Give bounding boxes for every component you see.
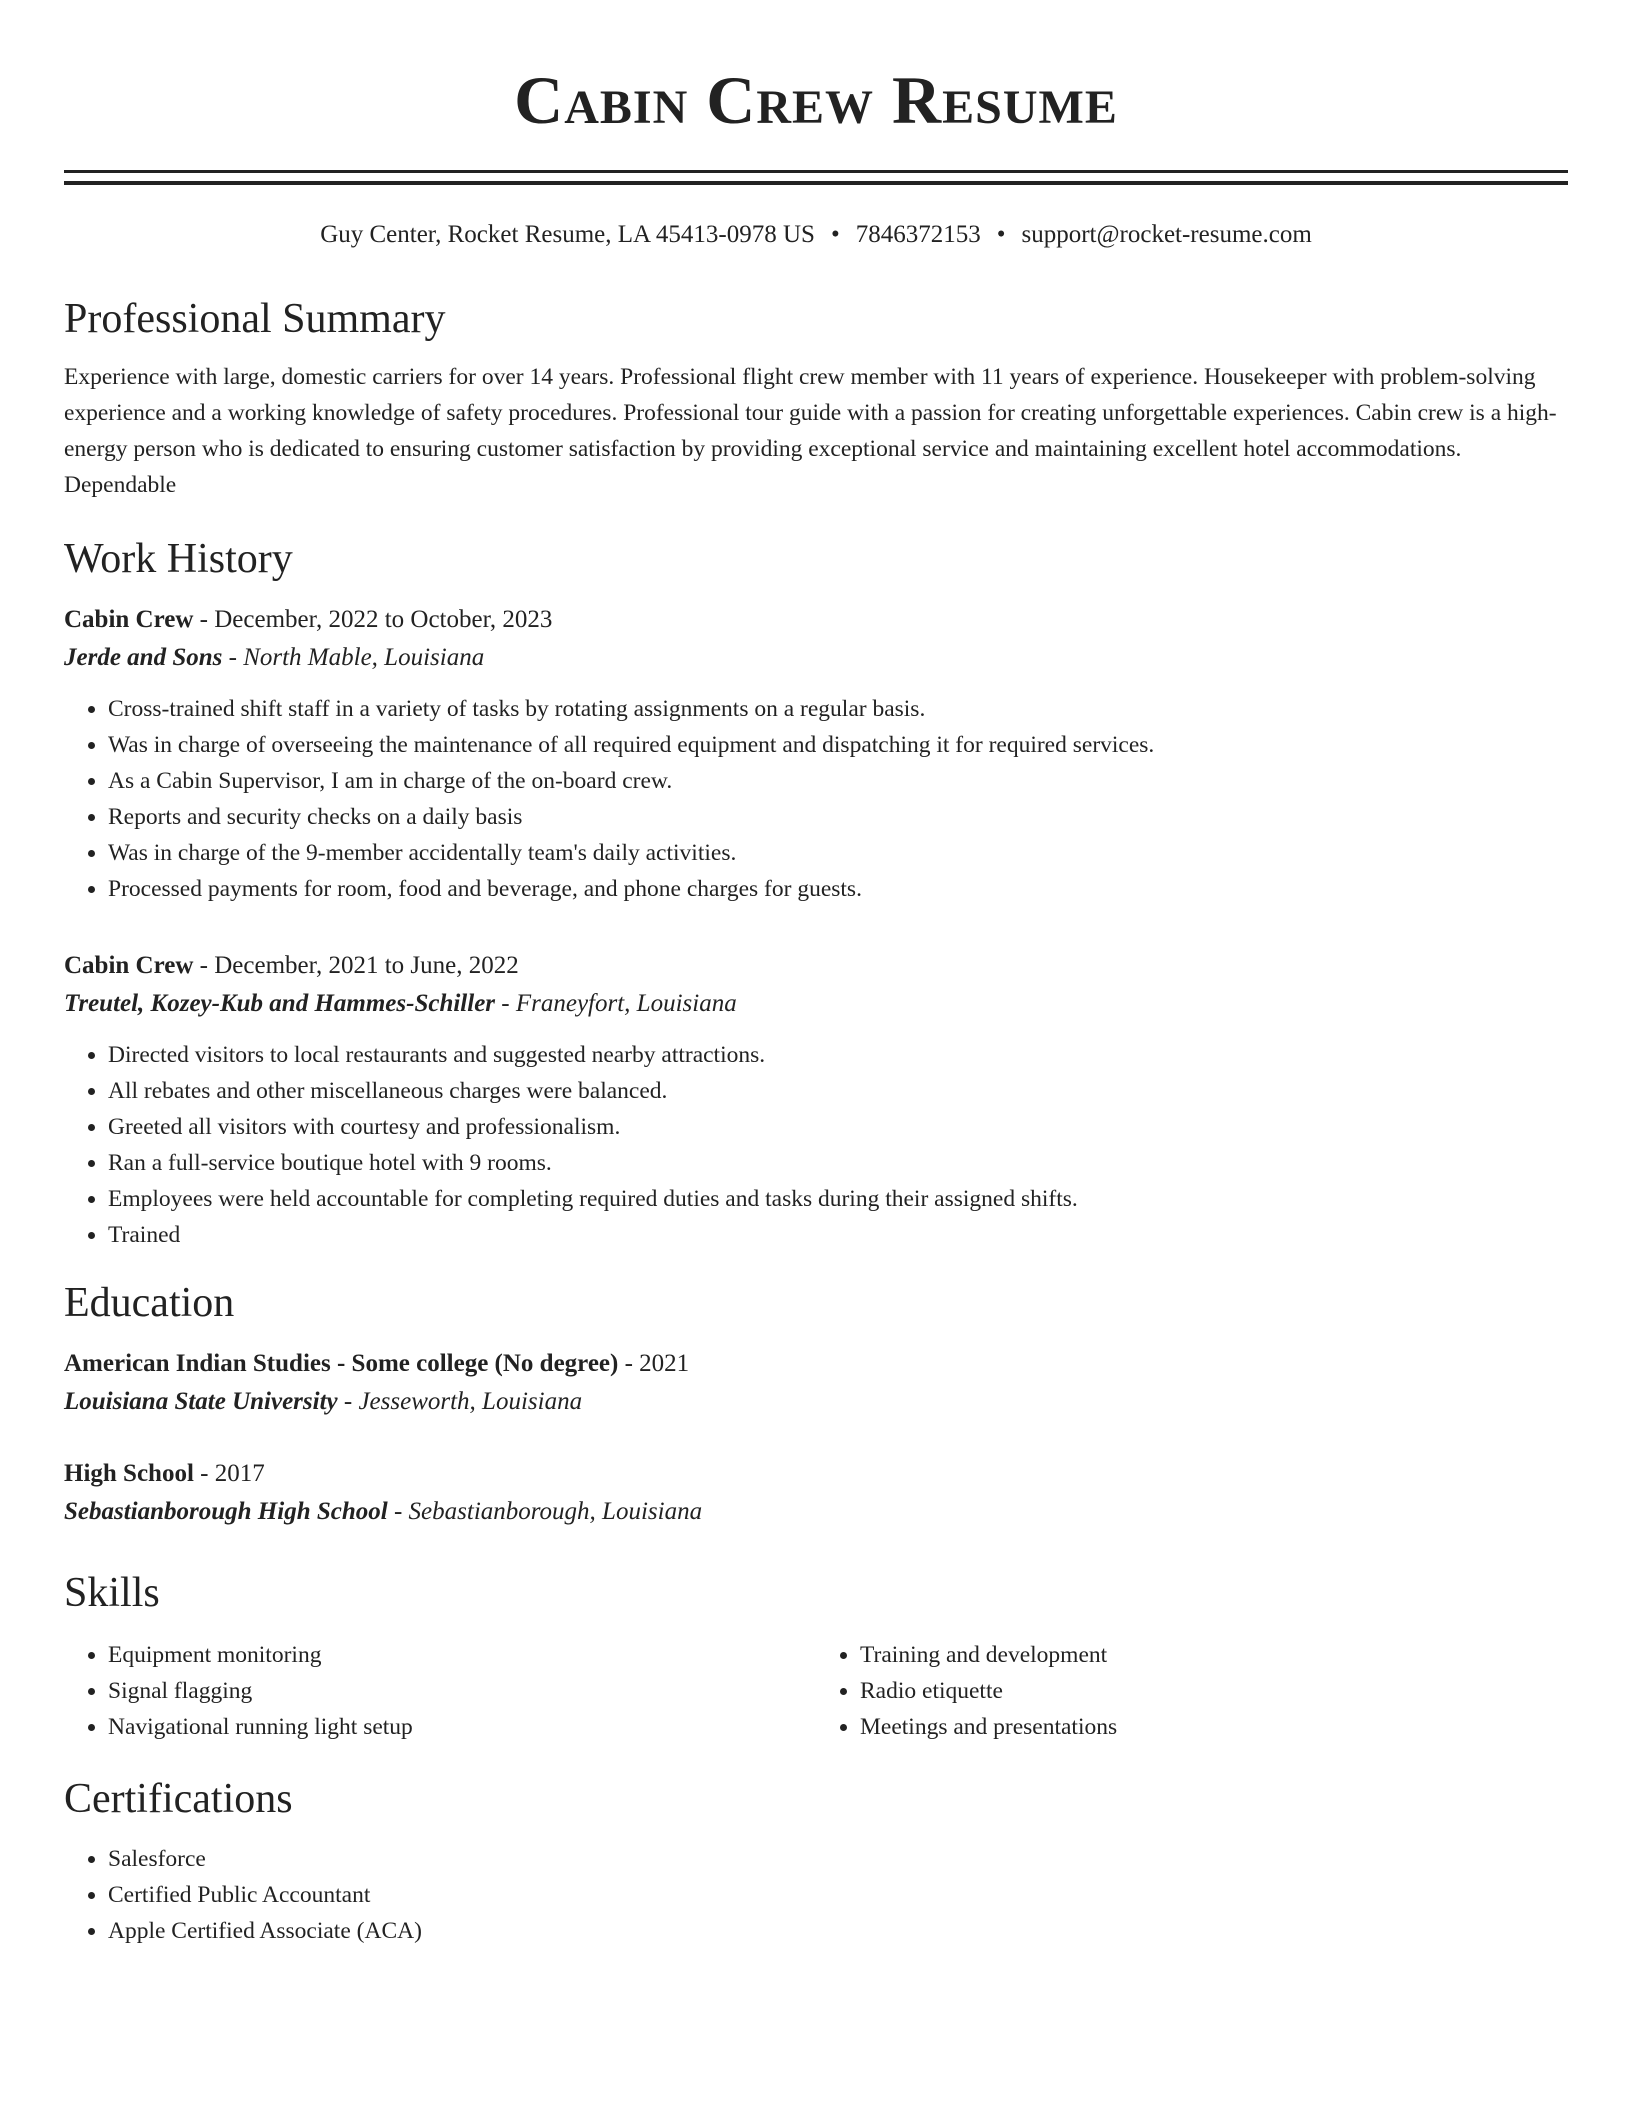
title-double-rule <box>64 170 1568 185</box>
job-title: Cabin Crew <box>64 606 194 633</box>
job-dates: - December, 2021 to June, 2022 <box>193 952 519 979</box>
job-entry <box>64 601 1568 907</box>
skills-list-left <box>64 1637 816 1745</box>
job-duty: • Was in charge of overseeing the maintenance of all required equipment and dispatching it for required services. <box>108 727 1568 763</box>
job-duty: • Processed payments for room, food and beverage, and phone charges for guests. <box>108 871 1568 907</box>
job-entry <box>64 947 1568 1253</box>
skills-columns <box>64 1637 1568 1745</box>
job-title: Cabin Crew <box>64 952 194 979</box>
education-year: - 2021 <box>618 1350 690 1377</box>
certifications-list <box>64 1841 1568 1949</box>
education-heading: Education <box>64 1280 235 1326</box>
job-duty: • Trained <box>108 1217 1568 1253</box>
job-duty: • Employees were held accountable for completing required duties and tasks during their assigned shifts. <box>108 1181 1568 1217</box>
job-duty: • As a Cabin Supervisor, I am in charge of the on-board crew. <box>108 763 1568 799</box>
job-company-line <box>64 639 1568 677</box>
education-degree: High School <box>64 1460 194 1487</box>
job-duty: • Greeted all visitors with courtesy and professionalism. <box>108 1109 1568 1145</box>
job-company: Jerde and Sons <box>64 644 223 671</box>
job-duty: • Directed visitors to local restaurants and suggested nearby attractions. <box>108 1037 1568 1073</box>
job-duties-list <box>64 691 1568 907</box>
education-school-line <box>64 1383 1568 1421</box>
skill-item: • Meetings and presentations <box>860 1709 1568 1745</box>
contact-phone: 7846372153 <box>855 221 981 248</box>
job-company: Treutel, Kozey-Kub and Hammes-Schiller <box>64 990 496 1017</box>
education-entry <box>64 1455 1568 1531</box>
education-degree-line <box>64 1345 1568 1383</box>
education-school: Louisiana State University <box>64 1388 338 1415</box>
skills-heading: Skills <box>64 1570 160 1616</box>
certification-item: • Certified Public Accountant <box>108 1877 1568 1913</box>
contact-line <box>64 219 1568 251</box>
education-section <box>64 1275 1568 1531</box>
job-duty: • All rebates and other miscellaneous charges were balanced. <box>108 1073 1568 1109</box>
education-entry <box>64 1345 1568 1421</box>
education-location: - Jesseworth, Louisiana <box>337 1388 583 1415</box>
contact-separator: • <box>996 221 1006 248</box>
summary-text: Experience with large, domestic carriers for over 14 years. Professional flight crew member with 11 years of experience. Housekeeper with problem-solving experience and a working knowledge of safety procedures. Professional tour guide with a passion for creating unforgettable experiences. Cabin crew is a high-energy person who is dedicated to ensuring customer satisfaction by providing exceptional service and maintaining excellent hotel accommodations. Dependable <box>64 364 1557 498</box>
certification-item: • Salesforce <box>108 1841 1568 1877</box>
job-duty: • Ran a full-service boutique hotel with 9 rooms. <box>108 1145 1568 1181</box>
education-school: Sebastianborough High School <box>64 1498 388 1525</box>
certification-item: • Apple Certified Associate (ACA) <box>108 1913 1568 1949</box>
skill-item: • Equipment monitoring <box>108 1637 816 1673</box>
skill-item: • Navigational running light setup <box>108 1709 816 1745</box>
education-year: - 2017 <box>193 1460 265 1487</box>
job-location: - North Mable, Louisiana <box>222 644 485 671</box>
job-title-line <box>64 947 1568 985</box>
summary-heading: Professional Summary <box>64 296 446 342</box>
job-duty: • Was in charge of the 9-member accidentally team's daily activities. <box>108 835 1568 871</box>
skill-item: • Radio etiquette <box>860 1673 1568 1709</box>
job-duties-list <box>64 1037 1568 1253</box>
work-history-section <box>64 531 1568 1253</box>
job-duty: • Cross-trained shift staff in a variety of tasks by rotating assignments on a regular basis. <box>108 691 1568 727</box>
contact-address: Guy Center, Rocket Resume, LA 45413-0978 US <box>320 221 815 248</box>
education-location: - Sebastianborough, Louisiana <box>387 1498 703 1525</box>
job-dates: - December, 2022 to October, 2023 <box>193 606 553 633</box>
skills-section <box>64 1565 1568 1745</box>
skill-item: • Training and development <box>860 1637 1568 1673</box>
certifications-section <box>64 1771 1568 1949</box>
summary-section <box>64 291 1568 503</box>
job-company-line <box>64 985 1568 1023</box>
education-degree: American Indian Studies - Some college (No degree) <box>64 1350 619 1377</box>
skills-list-right <box>816 1637 1568 1745</box>
resume-title: Cabin Crew Resume <box>514 62 1118 138</box>
contact-email: support@rocket-resume.com <box>1021 221 1312 248</box>
contact-separator: • <box>830 221 840 248</box>
education-school-line <box>64 1493 1568 1531</box>
job-duty: • Reports and security checks on a daily basis <box>108 799 1568 835</box>
education-degree-line <box>64 1455 1568 1493</box>
job-title-line <box>64 601 1568 639</box>
work-history-heading: Work History <box>64 536 293 582</box>
certifications-heading: Certifications <box>64 1776 293 1822</box>
skill-item: • Signal flagging <box>108 1673 816 1709</box>
job-location: - Franeyfort, Louisiana <box>495 990 737 1017</box>
